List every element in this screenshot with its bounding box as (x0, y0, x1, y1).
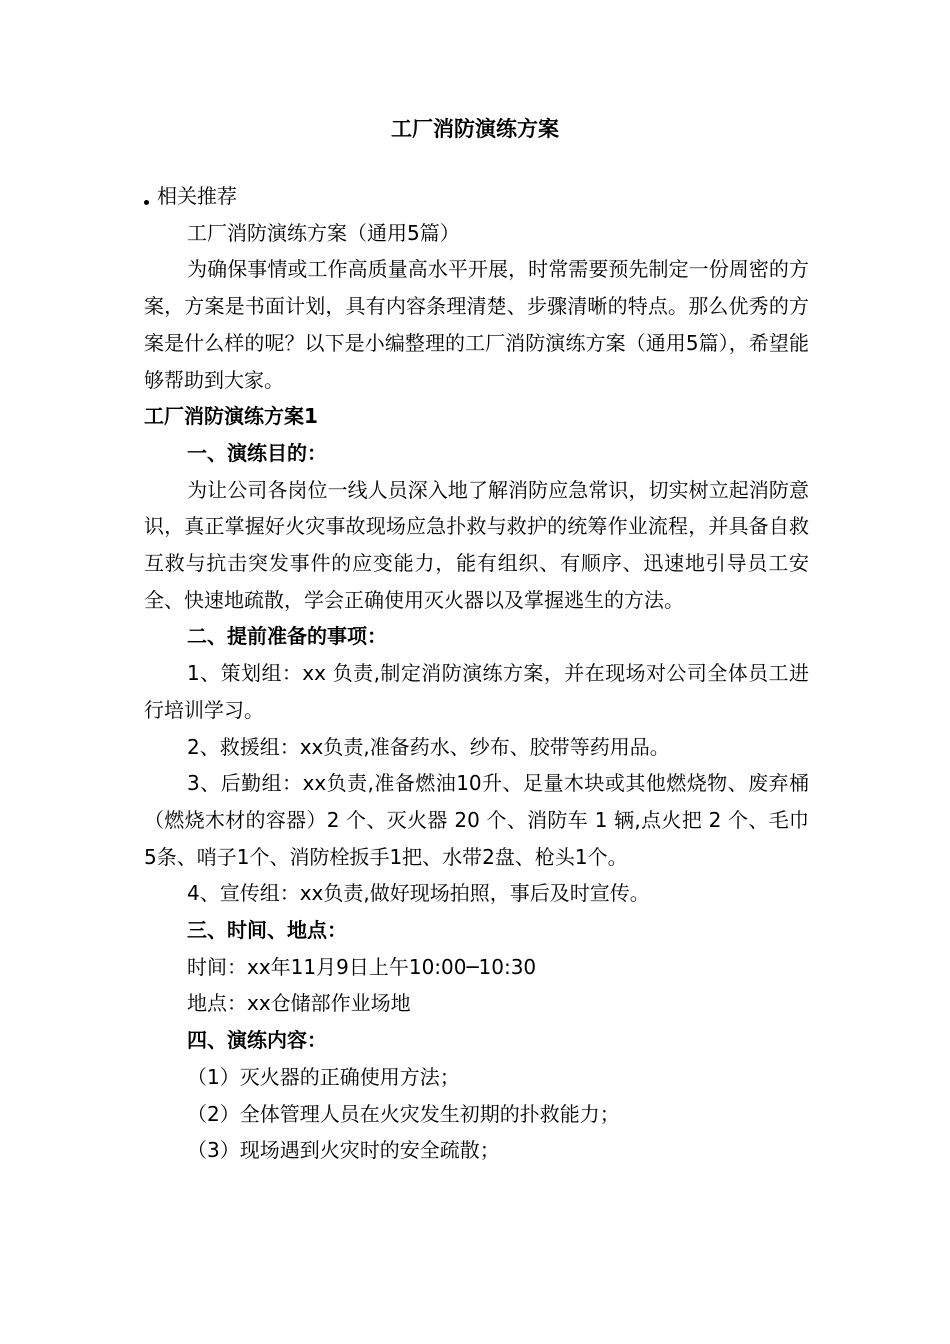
related-link[interactable]: 工厂消防演练方案（通用5篇） (187, 220, 460, 245)
content-item: （2）全体管理人员在火灾发生初期的扑救能力； (187, 1101, 620, 1126)
prep-item: 2、救援组：xx负责,准备药水、纱布、胶带等药用品。 (187, 734, 670, 759)
time-place-heading: 三、时间、地点： (187, 918, 347, 943)
purpose-heading: 一、演练目的： (187, 440, 327, 465)
content-heading: 四、演练内容： (187, 1028, 327, 1053)
prep-heading: 二、提前准备的事项： (187, 624, 387, 649)
related-heading (144, 178, 809, 215)
prep-item (144, 655, 809, 728)
prep-item-text: 1、策划组：xx 负责,制定消防演练方案，并在现场对公司全体员工进行培训学习。 (144, 661, 809, 722)
content-item: （3）现场遇到火灾时的安全疏散； (187, 1138, 500, 1163)
place-line: 地点：xx仓储部作业场地 (187, 991, 411, 1016)
prep-item: 4、宣传组：xx负责,做好现场拍照，事后及时宣传。 (187, 881, 650, 906)
prep-item (144, 765, 809, 875)
prep-item-text: 3、后勤组：xx负责,准备燃油10升、足量木块或其他燃烧物、废弃桶（燃烧木材的容器）2 个、灭火器 20 个、消防车 1 辆,点火把 2 个、毛巾5条、哨子1个、消防栓扳手1把、水带2盘、枪头1个。 (144, 771, 809, 869)
intro-paragraph (144, 251, 809, 398)
content-item: （1）灭火器的正确使用方法； (187, 1064, 460, 1089)
document-body (144, 178, 809, 1169)
bullet-icon (144, 200, 149, 205)
document-title: 工厂消防演练方案 (391, 117, 559, 141)
purpose-paragraph (144, 472, 809, 619)
time-line: 时间：xx年11月9日上午10:00─10:30 (187, 954, 537, 979)
related-label: 相关推荐 (157, 184, 237, 208)
intro-text: 为确保事情或工作高质量高水平开展，时常需要预先制定一份周密的方案，方案是书面计划，具有内容条理清楚、步骤清晰的特点。那么优秀的方案是什么样的呢？以下是小编整理的工厂消防演练方案（通用5篇），希望能够帮助到大家。 (144, 257, 809, 392)
purpose-text: 为让公司各岗位一线人员深入地了解消防应急常识，切实树立起消防意识，真正掌握好火灾事故现场应急扑救与救护的统筹作业流程，并具备自救互救与抗击突发事件的应变能力，能有组织、有顺序、迅速地引导员工安全、快速地疏散，学会正确使用灭火器以及掌握逃生的方法。 (144, 477, 809, 612)
section-heading: 工厂消防演练方案1 (144, 404, 318, 429)
